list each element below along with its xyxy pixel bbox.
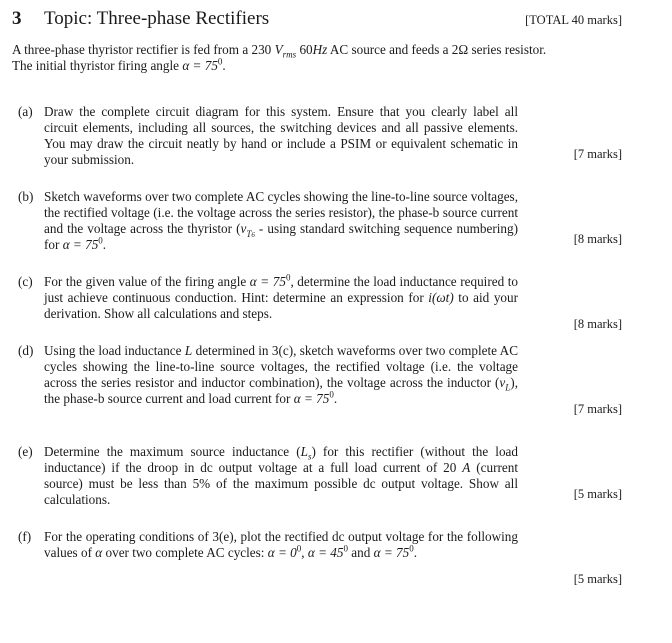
alpha-expression: α = 75	[293, 391, 330, 406]
question-text-part: (current source) must be less than 5% of the maximum possible dc output voltage. Show all calculations.	[44, 460, 518, 507]
intro-text: The initial thyristor firing angle	[12, 58, 183, 73]
question-text-part: - using standard switching sequence numbering) for	[44, 221, 518, 252]
vt-symbol: v	[240, 221, 247, 236]
question-text-part: over two complete AC cycles:	[102, 545, 268, 560]
alpha-symbol: α	[95, 545, 103, 560]
question-text-part: Using the load inductance	[44, 343, 185, 358]
question-marks: [8 marks]	[573, 317, 622, 331]
alpha-expression: α = 75	[249, 274, 286, 289]
degree-superscript: 0	[343, 543, 348, 554]
question-label: (a)	[18, 104, 33, 119]
question-text-part: Determine the maximum source inductance (	[44, 444, 301, 459]
question-text-part: Sketch waveforms over two complete AC cycles showing the line-to-line source voltages, the rectified voltage (i.e. the voltage across the series resistor), the phase-b source current and the voltage across the thyristor (	[44, 189, 518, 236]
intro-text: .	[222, 58, 226, 73]
question-marks: [8 marks]	[573, 232, 622, 246]
vt-subscript-letter: T	[246, 228, 252, 239]
vrms-symbol: V	[274, 42, 283, 57]
question-text-part: For the given value of the firing angle	[44, 274, 250, 289]
degree-superscript: 0	[98, 235, 103, 246]
question-b	[18, 189, 622, 255]
question-text	[44, 274, 518, 322]
question-text-part: .	[413, 545, 418, 560]
alpha-45-expression: α = 45	[307, 545, 344, 560]
degree-superscript: 0	[285, 272, 291, 283]
intro-text: AC source and feeds a 2Ω series resistor.	[327, 42, 547, 57]
question-marks: [7 marks]	[573, 402, 622, 416]
degree-superscript: 0	[409, 543, 414, 554]
intro-text: A three-phase thyristor rectifier is fed from a 230	[12, 42, 275, 57]
intro-paragraph	[12, 42, 627, 74]
question-text-part: .	[102, 237, 107, 252]
section-heading	[12, 8, 622, 34]
question-text	[44, 343, 518, 407]
degree-superscript: 0	[296, 543, 302, 554]
total-marks: [TOTAL 40 marks]	[525, 13, 622, 27]
question-text-part: ) for this rectifier (without the load inductance) if the droop in dc output voltage at a full load current of 20	[44, 444, 518, 475]
question-f	[18, 529, 622, 595]
inductance-symbol: L	[184, 343, 193, 358]
question-label: (f)	[18, 529, 32, 544]
question-text-part: For the operating conditions of 3(e), plot the rectified dc output voltage for the following values of	[44, 529, 518, 560]
vl-symbol: v	[499, 375, 506, 390]
section-number: 3	[12, 8, 22, 29]
question-marks: [5 marks]	[573, 572, 622, 586]
question-text-part: .	[333, 391, 338, 406]
section-title: Topic: Three-phase Rectifiers	[44, 8, 270, 29]
question-text	[44, 529, 518, 561]
current-expression: i(ωt)	[428, 290, 454, 305]
question-text-part: and	[347, 545, 374, 560]
question-marks: [7 marks]	[573, 147, 622, 161]
question-a	[18, 104, 622, 170]
question-text-part: to aid your derivation. Show all calculations and steps.	[44, 290, 518, 321]
source-inductance-symbol: L	[300, 444, 308, 459]
question-label: (d)	[18, 343, 34, 358]
vrms-subscript: rms	[282, 49, 297, 60]
ampere-unit: A	[462, 460, 471, 475]
question-text-part: ), the phase-b source current and load current for	[44, 375, 518, 406]
vl-subscript: L	[505, 382, 511, 393]
alpha-75-expression: α = 75	[373, 545, 410, 560]
question-c	[18, 274, 622, 340]
question-text	[44, 444, 518, 508]
question-label: (c)	[18, 274, 33, 289]
question-label: (e)	[18, 444, 33, 459]
vt-subscript	[246, 229, 255, 239]
question-d	[18, 343, 622, 425]
alpha-0-expression: α = 0	[267, 545, 297, 560]
intro-text: 60	[296, 42, 313, 57]
question-text-part: ,	[301, 545, 308, 560]
source-inductance-subscript: s	[307, 451, 312, 462]
question-text-part: , determine the load inductance required to just achieve continuous conduction. Hint: determine an expression for	[44, 274, 518, 305]
question-label: (b)	[18, 189, 34, 204]
alpha-expression: α = 75	[182, 58, 218, 73]
degree-superscript: 0	[329, 389, 334, 400]
question-marks: [5 marks]	[573, 487, 622, 501]
question-text	[44, 189, 518, 253]
question-text: Draw the complete circuit diagram for this system. Ensure that you clearly label all circuit elements, including all sources, the switching devices and all passive elements. You may draw the circuit neatly by hand or include a PSIM or equivalent schematic in your submission.	[44, 104, 518, 167]
question-text-part: determined in 3(c), sketch waveforms over two complete AC cycles showing the line-to-line source voltages, the rectified voltage (i.e. the voltage across the series resistor and inductor combination), the voltage across the inductor (	[44, 343, 518, 390]
alpha-expression: α = 75	[62, 237, 99, 252]
question-e	[18, 444, 622, 510]
vt-subscript-number: 6	[251, 230, 255, 239]
degree-superscript: 0	[217, 56, 223, 67]
hz-symbol: Hz	[312, 42, 328, 57]
